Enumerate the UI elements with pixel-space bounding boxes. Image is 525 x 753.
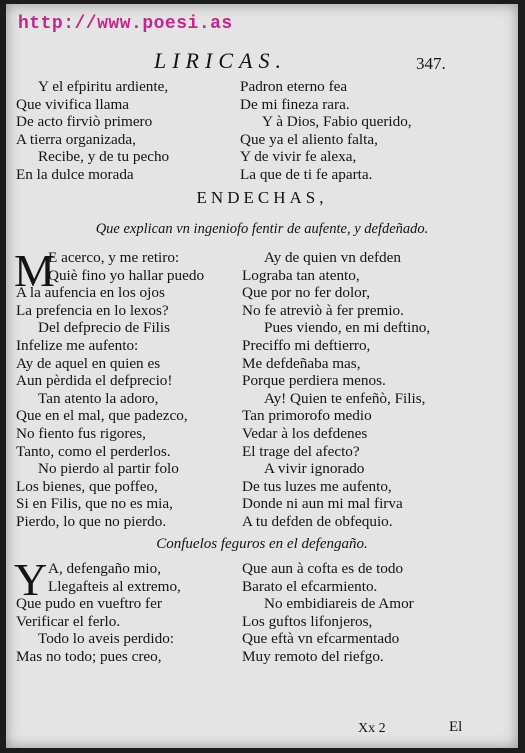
verse-line: La que de ti fe aparta. xyxy=(240,165,373,183)
verse-line: E acerco, y me retiro: xyxy=(48,249,180,266)
verse-line: De acto firviò primero xyxy=(16,113,153,131)
verse-line: Vedar à los defdenes xyxy=(242,424,368,442)
verse-line: En la dulce morada xyxy=(16,165,134,183)
verse-line: Porque perdiera menos. xyxy=(242,372,386,390)
signature-mark: Xx 2 xyxy=(358,721,386,736)
verse-line: Ay! Quien te enfeñò, Filis, xyxy=(264,389,426,407)
verse-line: A, defengaño mio, xyxy=(48,560,162,577)
verse-line: Muy remoto del riefgo. xyxy=(242,647,384,665)
verse-line: Ay de aquel en quien es xyxy=(16,354,161,372)
verse-line: Padron eterno fea xyxy=(240,78,348,95)
verse-line: Si en Filis, que no es mia, xyxy=(16,495,173,513)
endechas-left-column xyxy=(14,245,205,531)
verse-line: Mas no todo; pues creo, xyxy=(16,647,162,665)
verse-line: A tu defden de obfequio. xyxy=(242,512,393,530)
verse-line: Y de vivir fe alexa, xyxy=(240,148,357,166)
verse-line: Todo lo aveis perdido: xyxy=(38,630,175,648)
section-subtitle: Que explican vn ingeniofo fentir de aufente, y defdeñado. xyxy=(95,221,429,237)
verse-line: Barato el efcarmiento. xyxy=(242,577,378,595)
verse-line: Que pudo en vueftro fer xyxy=(16,595,162,613)
verse-line: A la aufencia en los ojos xyxy=(16,284,165,302)
top-left-stanza xyxy=(16,78,169,184)
verse-line: Quiè fino yo hallar puedo xyxy=(48,266,205,284)
verse-line: Tan atento la adoro, xyxy=(38,389,159,407)
top-right-stanza xyxy=(240,78,412,184)
drop-cap: Y xyxy=(14,554,48,605)
verse-line: Preciffo mi deftierro, xyxy=(242,336,371,354)
catchword: El xyxy=(449,719,463,735)
verse-line: Verificar el ferlo. xyxy=(16,612,121,630)
verse-line: Me defdeñaba mas, xyxy=(242,354,361,372)
verse-line: Infelize me aufento: xyxy=(16,336,139,354)
verse-line: De mi fineza rara. xyxy=(240,95,350,113)
verse-line: Los guftos lifonjeros, xyxy=(242,612,373,630)
verse-line: Aun pèrdida el defprecio! xyxy=(16,372,173,390)
verse-line: Tan primorofo medio xyxy=(242,407,372,425)
section-title: ENDECHAS, xyxy=(196,188,328,207)
verse-line: Y el efpiritu ardiente, xyxy=(38,78,169,95)
verse-line: Tanto, como el perderlos. xyxy=(16,442,171,460)
consuelos-left-column xyxy=(14,554,181,666)
verse-line: Ay de quien vn defden xyxy=(264,249,401,266)
verse-line: Pues viendo, en mi deftino, xyxy=(264,319,431,337)
verse-line: Lograba tan atento, xyxy=(242,266,360,284)
page-number: 347. xyxy=(416,54,446,73)
book-page xyxy=(6,4,518,748)
verse-line: Que en el mal, que padezco, xyxy=(16,407,188,425)
endechas-right-column xyxy=(242,249,430,531)
verse-line: Que ya el aliento falta, xyxy=(240,130,378,148)
verse-line: No fiento fus rigores, xyxy=(16,424,146,442)
verse-line: No fe atreviò à fer premio. xyxy=(242,301,404,319)
consuelos-right-column xyxy=(242,560,414,666)
verse-line: Los bienes, que poffeo, xyxy=(16,477,158,495)
verse-line: Pierdo, lo que no pierdo. xyxy=(16,512,167,530)
verse-line: Llegafteis al extremo, xyxy=(48,577,181,595)
verse-line: Que vivifica llama xyxy=(16,95,130,113)
verse-line: Que eftà vn efcarmentado xyxy=(242,630,400,648)
verse-line: Que por no fer dolor, xyxy=(242,284,371,302)
drop-cap: M xyxy=(14,245,55,296)
verse-line: Del defprecio de Filis xyxy=(38,319,171,337)
verse-line: No pierdo al partir folo xyxy=(38,460,179,478)
verse-line: La prefencia en lo lexos? xyxy=(16,301,169,319)
verse-line: De tus luzes me aufento, xyxy=(242,477,392,495)
verse-line: A vivir ignorado xyxy=(264,460,365,478)
running-title: LIRICAS. xyxy=(154,48,287,73)
verse-line: A tierra organizada, xyxy=(16,130,136,148)
section-subtitle: Confuelos feguros en el defengaño. xyxy=(156,536,368,552)
watermark-url[interactable]: http://www.poesi.as xyxy=(18,14,233,34)
verse-line: No embidiareis de Amor xyxy=(264,595,414,613)
verse-line: Donde ni aun mi mal firva xyxy=(242,495,403,513)
verse-line: Recibe, y de tu pecho xyxy=(38,148,170,166)
verse-line: Y à Dios, Fabio querido, xyxy=(262,113,412,131)
verse-line: El trage del afecto? xyxy=(242,442,360,460)
verse-line: Que aun à cofta es de todo xyxy=(242,560,404,577)
